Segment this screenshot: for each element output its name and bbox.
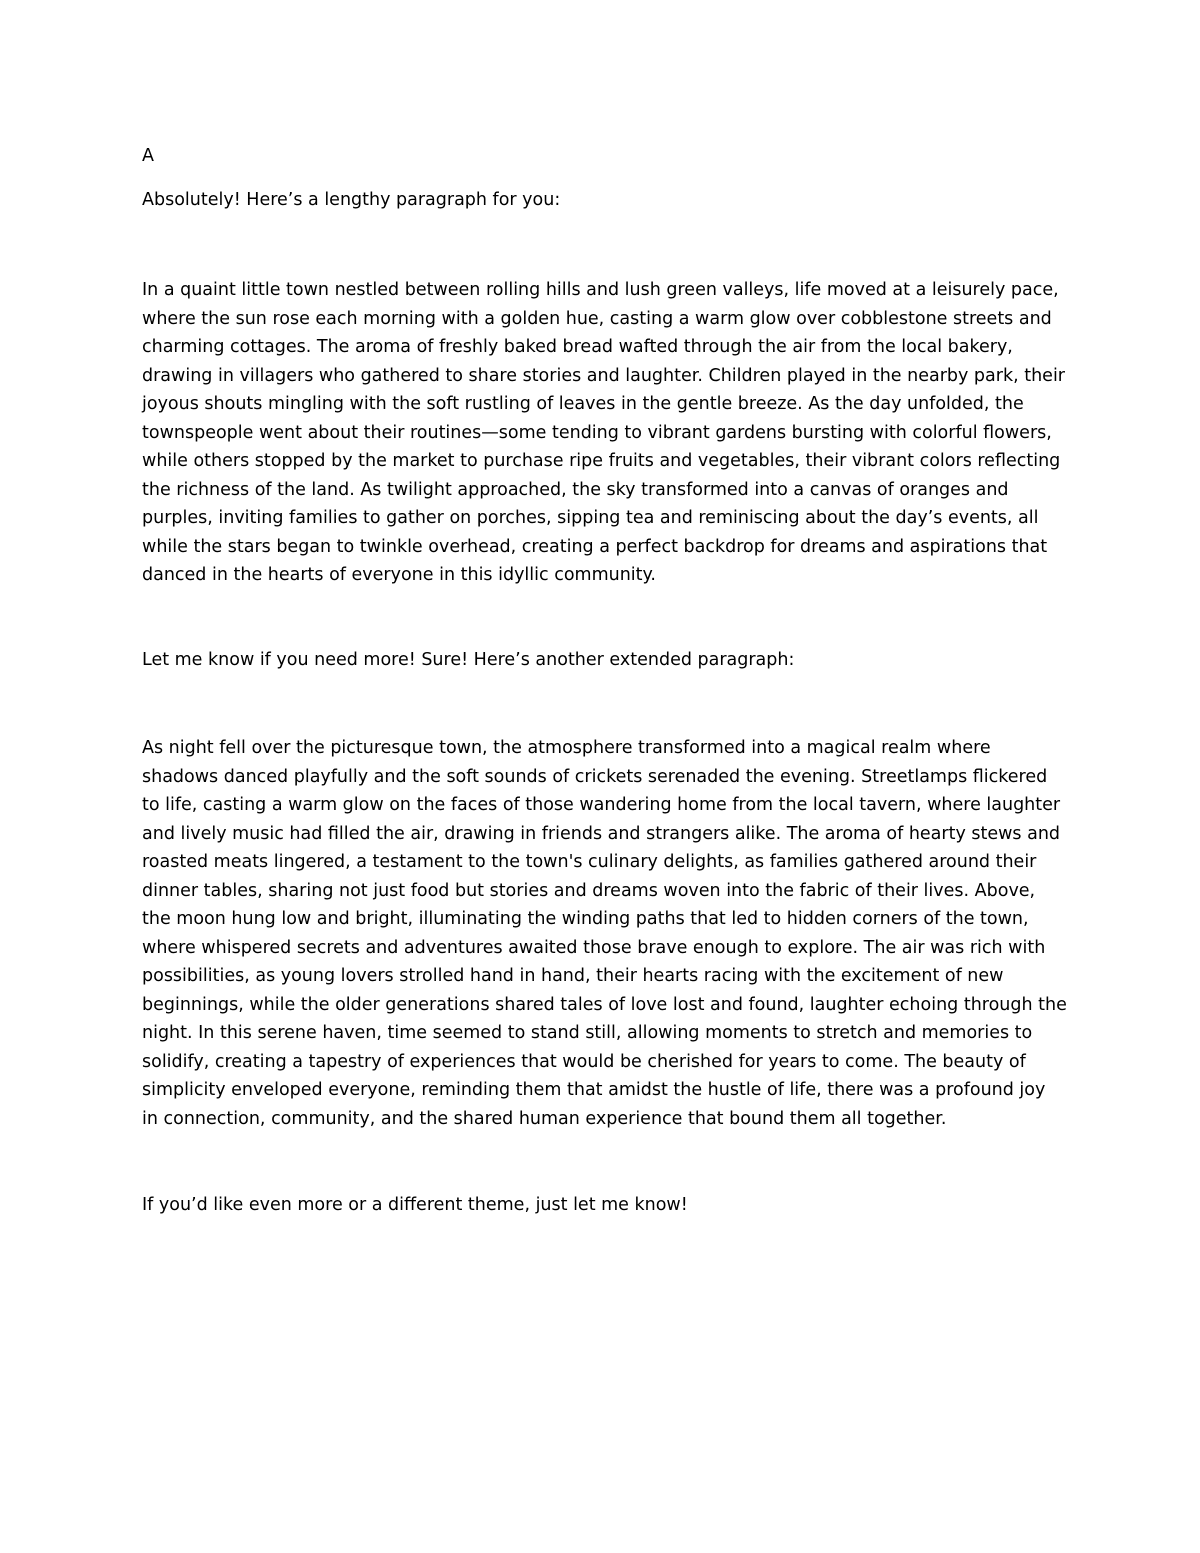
text-line: while the stars began to twinkle overhead, creating a perfect backdrop for dreams and aspirations that — [142, 536, 1048, 557]
closing-sentence — [142, 1191, 1072, 1220]
text-line: purples, inviting families to gather on porches, sipping tea and reminiscing about the day’s events, all — [142, 508, 1039, 528]
text-line: Absolutely! Here’s a lengthy paragraph for you: — [142, 190, 561, 210]
text-line: Let me know if you need more! Sure! Here’s another extended paragraph: — [142, 650, 795, 670]
text-line: simplicity enveloped everyone, reminding them that amidst the hustle of life, there was a profound joy — [142, 1080, 1046, 1100]
text-line: while others stopped by the market to purchase ripe fruits and vegetables, their vibrant colors reflecting — [142, 451, 1061, 471]
paragraph-town-day — [142, 276, 1072, 590]
text-line: shadows danced playfully and the soft sounds of crickets serenaded the evening. Streetlamps flickered — [142, 766, 1048, 787]
text-line: townspeople went about their routines—some tending to vibrant gardens bursting with colorful flowers, — [142, 422, 1052, 443]
text-line: the moon hung low and bright, illuminating the winding paths that led to hidden corners of the town, — [142, 909, 1029, 929]
text-line: A — [142, 146, 154, 166]
transition-sentence — [142, 646, 1072, 675]
text-line: solidify, creating a tapestry of experiences that would be cherished for years to come. The beauty of — [142, 1051, 1026, 1072]
text-line: joyous shouts mingling with the soft rustling of leaves in the gentle breeze. As the day unfolded, the — [142, 394, 1024, 414]
text-line: drawing in villagers who gathered to share stories and laughter. Children played in the nearby park, their — [142, 365, 1065, 386]
paragraph-town-night — [142, 734, 1072, 1133]
text-line: charming cottages. The aroma of freshly baked bread wafted through the air from the local bakery, — [142, 337, 1013, 357]
text-line: roasted meats lingered, a testament to the town's culinary delights, as families gathered around their — [142, 852, 1037, 872]
text-line: If you’d like even more or a different theme, just let me know! — [142, 1195, 688, 1215]
text-line: dinner tables, sharing not just food but stories and dreams woven into the fabric of their lives. Above, — [142, 880, 1036, 901]
text-line: night. In this serene haven, time seemed to stand still, allowing moments to stretch and memories to — [142, 1023, 1033, 1043]
text-line: possibilities, as young lovers strolled hand in hand, their hearts racing with the excitement of new — [142, 966, 1004, 986]
intro-sentence — [142, 186, 1072, 215]
text-line: In a quaint little town nestled between rolling hills and lush green valleys, life moved at a leisurely pace, — [142, 280, 1059, 300]
heading-letter — [142, 142, 1072, 171]
text-line: the richness of the land. As twilight approached, the sky transformed into a canvas of oranges and — [142, 479, 1009, 500]
text-line: where the sun rose each morning with a golden hue, casting a warm glow over cobblestone streets and — [142, 308, 1052, 329]
text-line: and lively music had filled the air, drawing in friends and strangers alike. The aroma of hearty stews and — [142, 823, 1061, 844]
text-line: where whispered secrets and adventures awaited those brave enough to explore. The air was rich with — [142, 937, 1046, 958]
text-line: beginnings, while the older generations shared tales of love lost and found, laughter echoing through the — [142, 994, 1067, 1015]
text-line: As night fell over the picturesque town, the atmosphere transformed into a magical realm where — [142, 738, 991, 758]
text-line: in connection, community, and the shared human experience that bound them all together. — [142, 1108, 947, 1129]
text-line: to life, casting a warm glow on the faces of those wandering home from the local tavern, where laughter — [142, 795, 1061, 815]
text-line: danced in the hearts of everyone in this idyllic community. — [142, 565, 656, 585]
